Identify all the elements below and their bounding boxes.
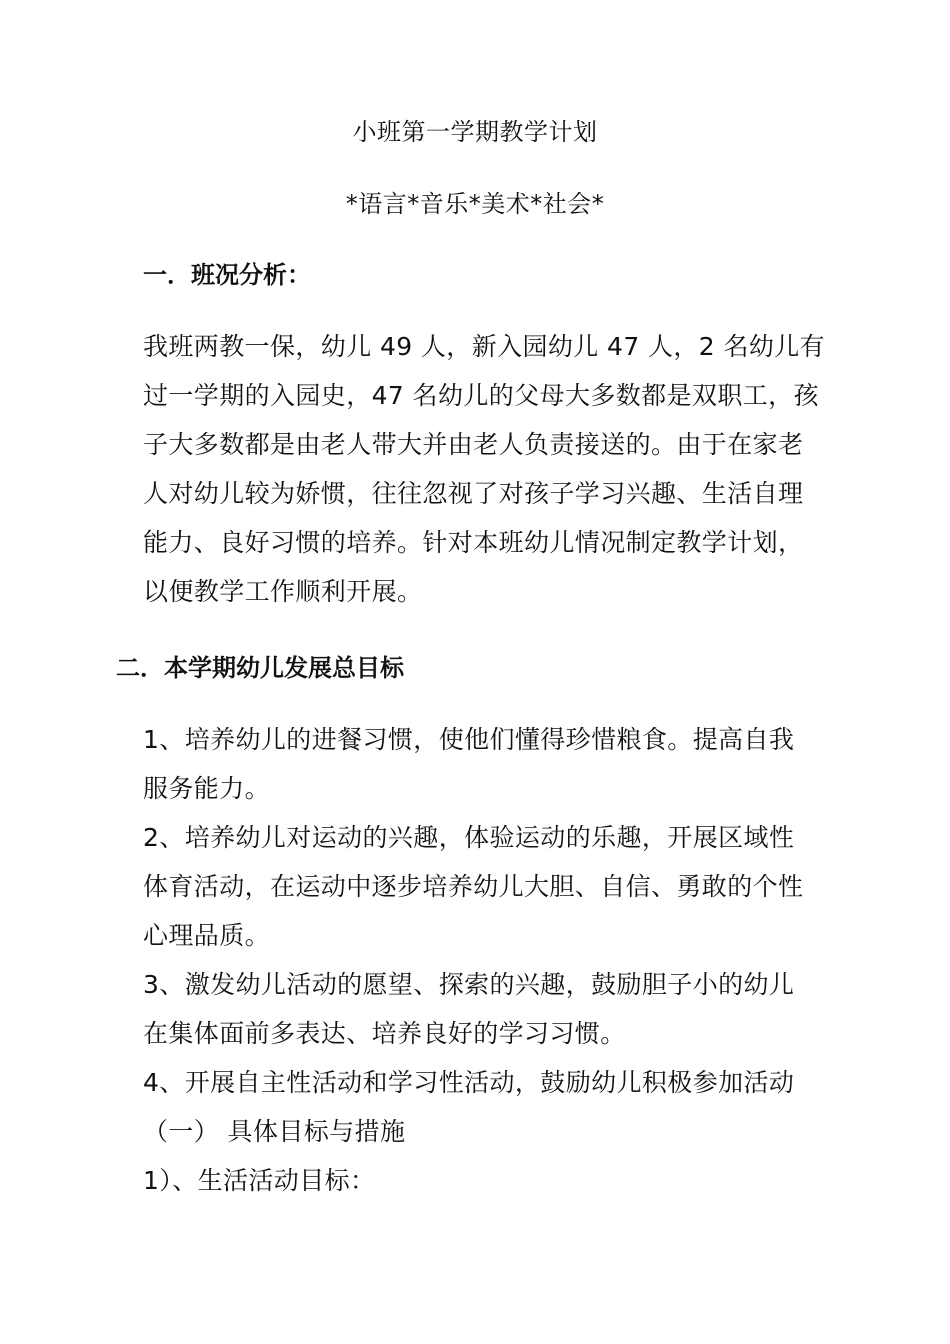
list-item-line: 1）、生活活动目标： [143, 1166, 376, 1195]
list-item-line: （一） 具体目标与措施 [143, 1117, 406, 1146]
section-list-development-goals [143, 715, 813, 1205]
list-item-line: 2、培养幼儿对运动的兴趣，体验运动的乐趣，开展区域性 [143, 823, 795, 852]
paragraph-line: 过一学期的入园史，47 名幼儿的父母大多数都是双职工，孩 [143, 381, 819, 410]
document-title: 小班第一学期教学计划 [352, 118, 598, 146]
list-item-line: 心理品质。 [143, 921, 271, 950]
list-item-line: 服务能力。 [143, 774, 271, 803]
section-paragraph-class-analysis [143, 322, 826, 616]
list-item-line: 3、激发幼儿活动的愿望、探索的兴趣，鼓励胆子小的幼儿 [143, 970, 795, 999]
paragraph-line: 以便教学工作顺利开展。 [143, 577, 423, 606]
list-item-line: 体育活动，在运动中逐步培养幼儿大胆、自信、勇敢的个性 [143, 872, 804, 901]
section-heading-development-goals: 二．本学期幼儿发展总目标 [116, 654, 404, 682]
list-item-line: 4、开展自主性活动和学习性活动，鼓励幼儿积极参加活动 [143, 1068, 795, 1097]
section-heading-class-analysis: 一．班况分析： [143, 261, 311, 289]
paragraph-line: 人对幼儿较为娇惯，往往忽视了对孩子学习兴趣、生活自理 [143, 479, 804, 508]
document-subtitle: *语言*音乐*美术*社会* [345, 190, 605, 218]
list-item-line: 在集体面前多表达、培养良好的学习习惯。 [143, 1019, 626, 1048]
paragraph-line: 子大多数都是由老人带大并由老人负责接送的。由于在家老 [143, 430, 804, 459]
paragraph-line: 能力、良好习惯的培养。针对本班幼儿情况制定教学计划， [143, 528, 804, 557]
paragraph-line: 我班两教一保，幼儿 49 人，新入园幼儿 47 人，2 名幼儿有 [143, 332, 826, 361]
list-item-line: 1、培养幼儿的进餐习惯，使他们懂得珍惜粮食。提高自我 [143, 725, 795, 754]
